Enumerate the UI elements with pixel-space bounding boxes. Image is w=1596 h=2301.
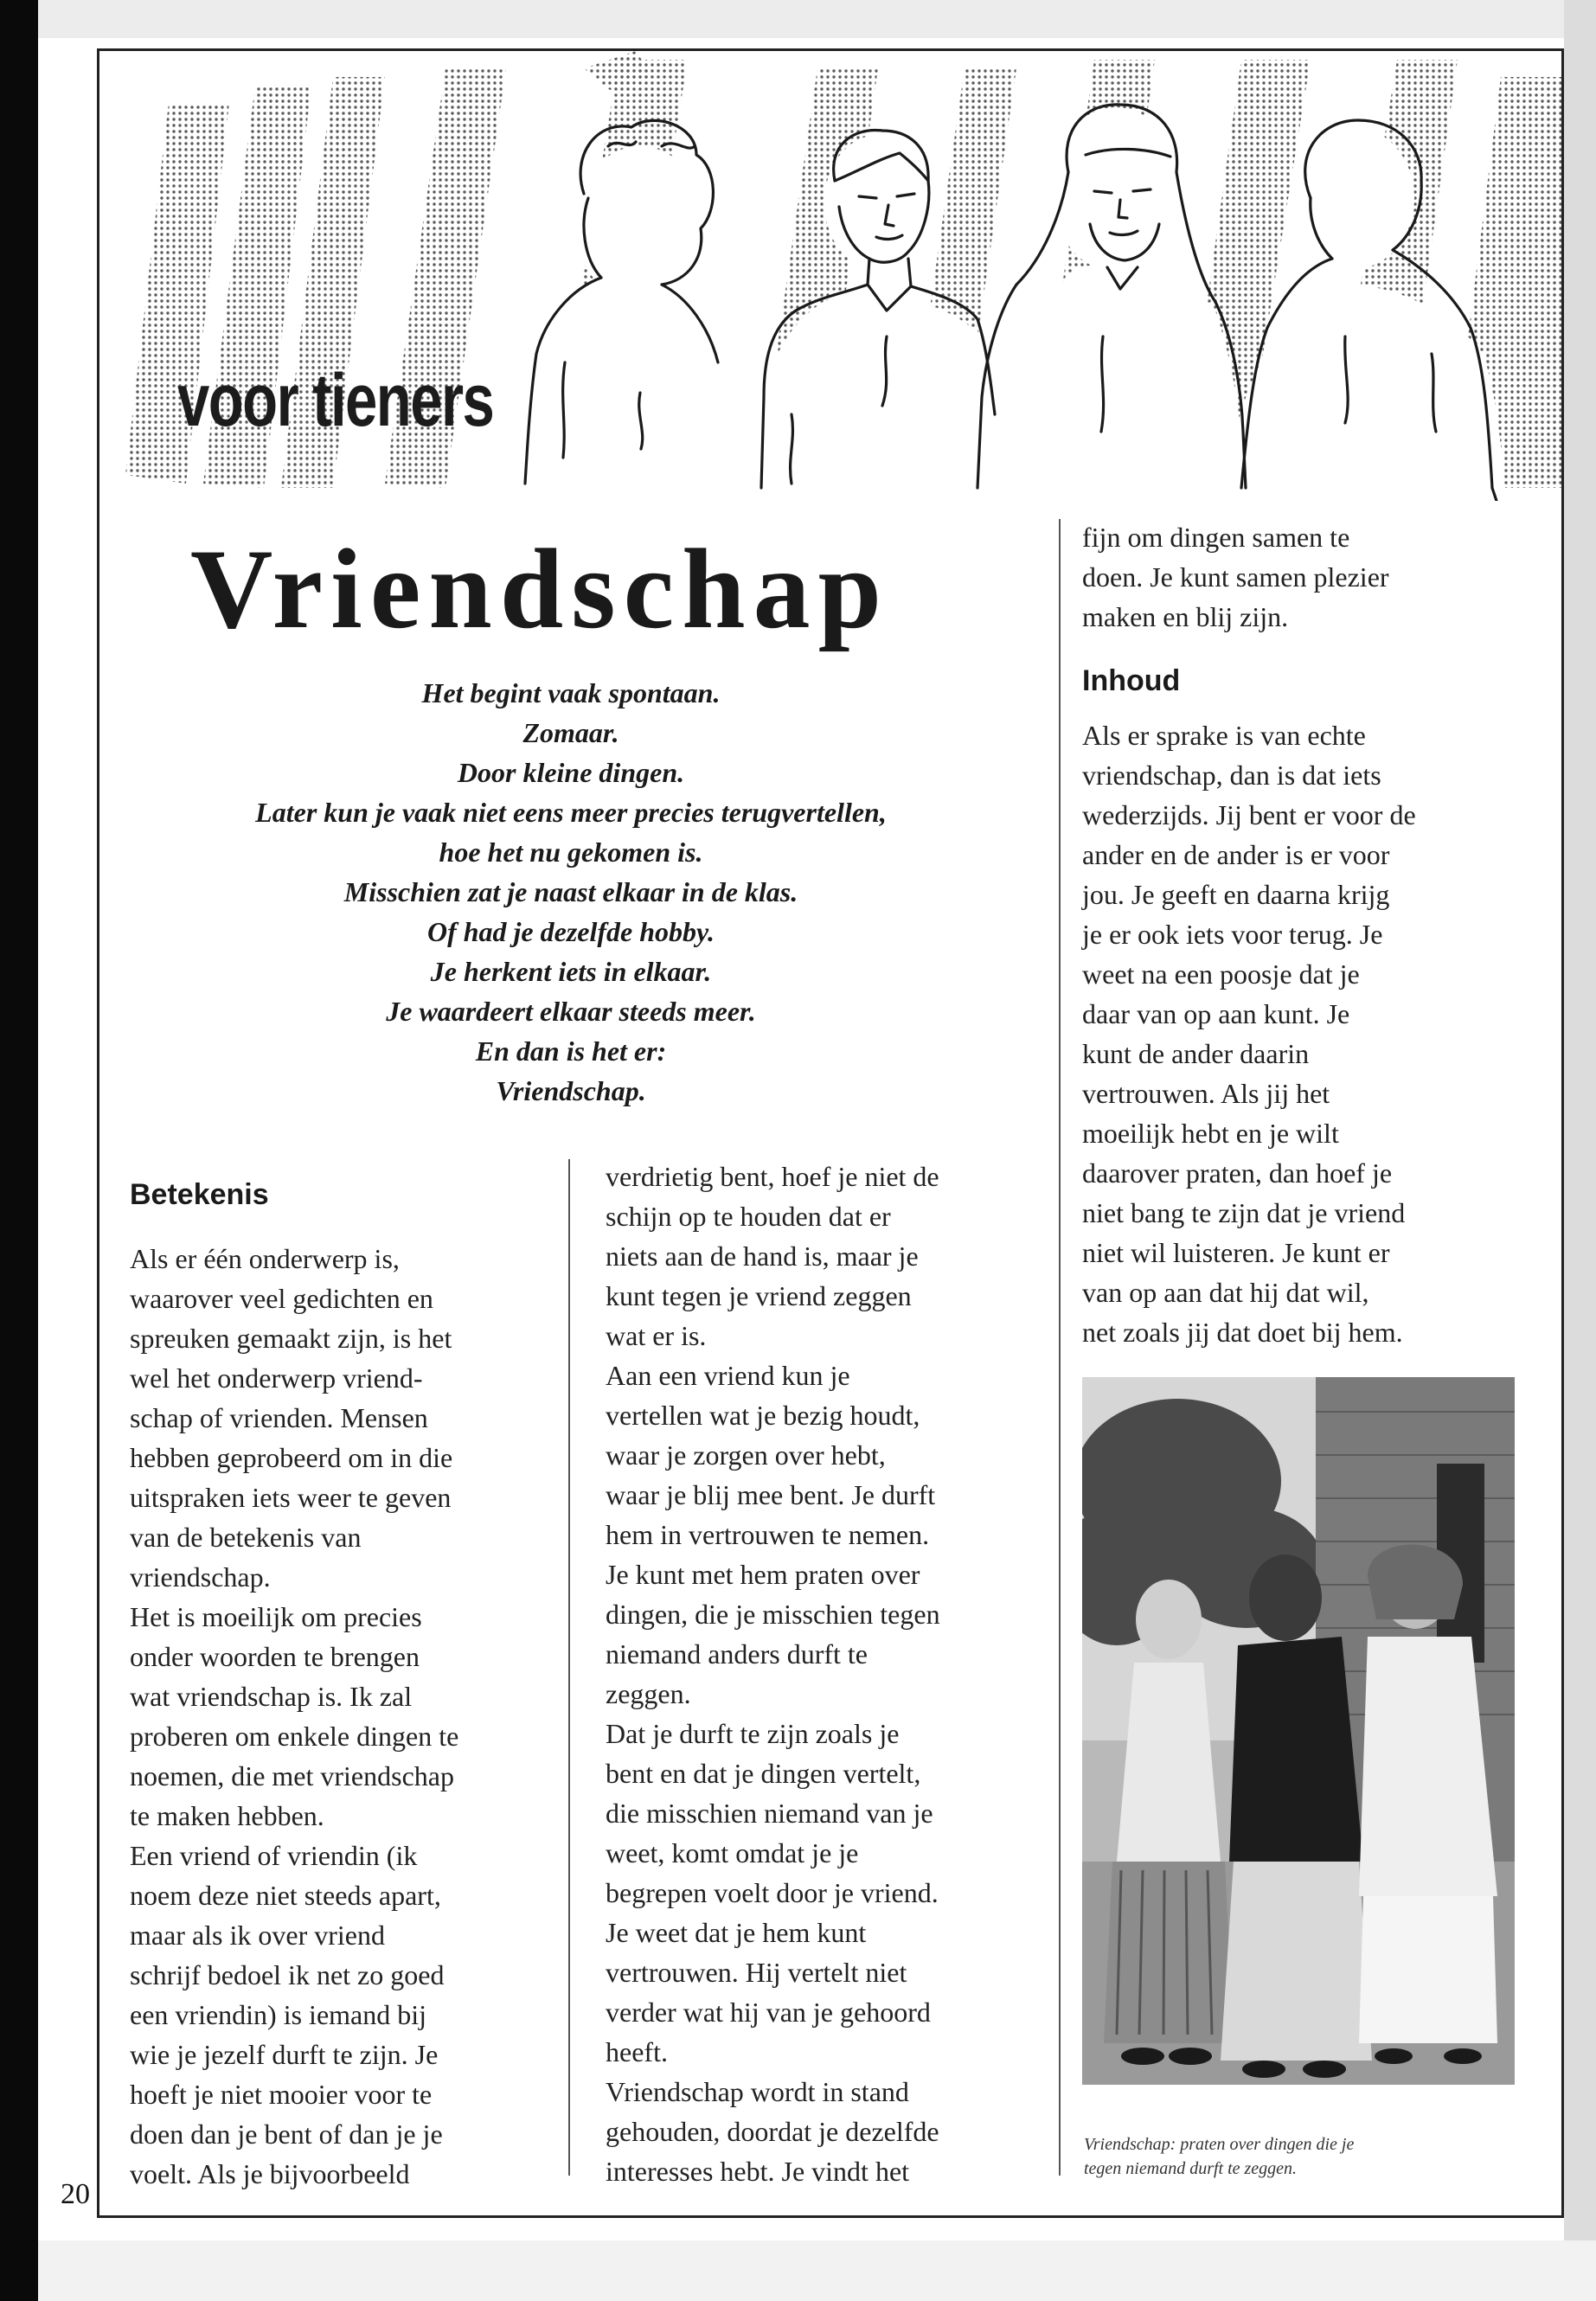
text-line: verder wat hij van je gehoord — [606, 1997, 931, 2028]
text-line: onder woorden te brengen — [130, 1641, 420, 1672]
text-line: daarover praten, dan hoef je — [1082, 1157, 1393, 1189]
text-line: waar je blij mee bent. Je durft — [606, 1479, 936, 1510]
text-line: doen dan je bent of dan je je — [130, 2118, 443, 2150]
intro-line: Het begint vaak spontaan. — [421, 677, 721, 708]
text-line: maken en blij zijn. — [1082, 601, 1289, 632]
text-line: vriendschap. — [130, 1561, 271, 1593]
intro-line: Vriendschap. — [496, 1075, 646, 1106]
text-line: Als er sprake is van echte — [1082, 720, 1366, 751]
column-divider-left — [568, 1159, 570, 2176]
heading-betekenis: Betekenis — [130, 1178, 269, 1211]
text-line: waarover veel gedichten en — [130, 1283, 433, 1314]
text-line: Dat je durft te zijn zoals je — [606, 1718, 900, 1749]
text-line: waar je zorgen over hebt, — [606, 1439, 886, 1471]
text-line: weet, komt omdat je je — [606, 1837, 859, 1868]
text-line: zeggen. — [606, 1678, 691, 1709]
text-line: net zoals jij dat doet bij hem. — [1082, 1317, 1403, 1348]
text-line: Een vriend of vriendin (ik — [130, 1840, 418, 1871]
text-line: doen. Je kunt samen plezier — [1082, 561, 1389, 593]
text-line: hem in vertrouwen te nemen. — [606, 1519, 930, 1550]
column-1-text — [130, 1239, 458, 2194]
text-line: Aan een vriend kun je — [606, 1360, 850, 1391]
column-3-text — [1082, 715, 1416, 1352]
text-line: schrijf bedoel ik net zo goed — [130, 1959, 445, 1990]
heading-inhoud: Inhoud — [1082, 664, 1181, 697]
intro-line: Misschien zat je naast elkaar in de klas. — [343, 876, 798, 907]
text-line: een vriendin) is iemand bij — [130, 1999, 427, 2030]
intro-line: Door kleine dingen. — [457, 757, 685, 788]
text-line: vertellen wat je bezig houdt, — [606, 1400, 920, 1431]
text-line: niemand anders durft te — [606, 1638, 868, 1670]
text-line: schap of vrienden. Mensen — [130, 1402, 428, 1433]
text-line: vertrouwen. Als jij het — [1082, 1078, 1330, 1109]
text-line: vriendschap, dan is dat iets — [1082, 760, 1381, 791]
intro-line: Je waardeert elkaar steeds meer. — [386, 996, 756, 1027]
text-line: gehouden, doordat je dezelfde — [606, 2116, 939, 2147]
text-line: maar als ik over vriend — [130, 1920, 385, 1951]
text-line: ander en de ander is er voor — [1082, 839, 1390, 870]
text-line: Het is moeilijk om precies — [130, 1601, 422, 1632]
text-line: heeft. — [606, 2036, 668, 2067]
intro-line: En dan is het er: — [475, 1035, 667, 1067]
intro-line: Later kun je vaak niet eens meer precies terugvertellen, — [255, 797, 887, 828]
caption-line: Vriendschap: praten over dingen die je — [1084, 2135, 1355, 2154]
text-line: moeilijk hebt en je wilt — [1082, 1118, 1339, 1149]
text-line: wederzijds. Jij bent er voor de — [1082, 799, 1416, 830]
text-line: niet bang te zijn dat je vriend — [1082, 1197, 1406, 1228]
text-line: van de betekenis van — [130, 1522, 362, 1553]
intro-line: hoe het nu gekomen is. — [439, 836, 703, 868]
text-line: spreuken gemaakt zijn, is het — [130, 1323, 452, 1354]
scan-border-top — [0, 0, 1596, 38]
text-line: begrepen voelt door je vriend. — [606, 1877, 939, 1908]
text-line: weet na een poosje dat je — [1082, 958, 1360, 990]
text-line: kunt tegen je vriend zeggen — [606, 1280, 912, 1311]
text-line: kunt de ander daarin — [1082, 1038, 1310, 1069]
text-line: vertrouwen. Hij vertelt niet — [606, 1957, 907, 1988]
caption-line: tegen niemand durft te zeggen. — [1084, 2159, 1298, 2178]
text-line: daar van op aan kunt. Je — [1082, 998, 1350, 1029]
text-line: hoeft je niet mooier voor te — [130, 2079, 433, 2110]
text-line: wat er is. — [606, 1320, 707, 1351]
text-line: proberen om enkele dingen te — [130, 1721, 459, 1752]
text-line: hebben geprobeerd om in die — [130, 1442, 453, 1473]
book-spine — [0, 0, 38, 2301]
text-line: wat vriendschap is. Ik zal — [130, 1681, 413, 1712]
scan-border-right — [1564, 0, 1596, 2301]
column-2-text — [606, 1157, 940, 2191]
text-line: bent en dat je dingen vertelt, — [606, 1758, 921, 1789]
friends-photo — [1082, 1377, 1515, 2085]
text-line: fijn om dingen samen te — [1082, 522, 1350, 553]
text-line: noem deze niet steeds apart, — [130, 1880, 441, 1911]
text-line: te maken hebben. — [130, 1800, 324, 1831]
intro-line: Of had je dezelfde hobby. — [426, 916, 715, 947]
text-line: die misschien niemand van je — [606, 1798, 933, 1829]
intro-line: Je herkent iets in elkaar. — [430, 956, 712, 987]
text-line: Als er één onderwerp is, — [130, 1243, 400, 1274]
text-line: niet wil luisteren. Je kunt er — [1082, 1237, 1390, 1268]
text-line: verdrietig bent, hoef je niet de — [606, 1161, 939, 1192]
intro-line: Zomaar. — [522, 717, 619, 748]
page-title: Vriendschap — [190, 525, 889, 652]
scan-border-bottom — [0, 2240, 1596, 2301]
text-line: uitspraken iets weer te geven — [130, 1482, 452, 1513]
text-line: Je kunt met hem praten over — [606, 1559, 920, 1590]
text-line: wel het onderwerp vriend- — [130, 1362, 423, 1394]
text-line: dingen, die je misschien tegen — [606, 1599, 940, 1630]
text-line: jou. Je geeft en daarna krijg — [1082, 879, 1390, 910]
text-line: voelt. Als je bijvoorbeeld — [130, 2158, 410, 2189]
text-line: noemen, die met vriendschap — [130, 1760, 454, 1791]
text-line: interesses hebt. Je vindt het — [606, 2156, 910, 2187]
column-3-top-text — [1082, 517, 1389, 637]
text-line: niets aan de hand is, maar je — [606, 1240, 919, 1272]
text-line: Je weet dat je hem kunt — [606, 1917, 867, 1948]
page-number: 20 — [61, 2178, 90, 2210]
intro-poem — [182, 673, 960, 1111]
column-divider-right — [1059, 519, 1061, 2176]
text-line: je er ook iets voor terug. Je — [1082, 919, 1383, 950]
section-kicker: voor tieners — [177, 359, 494, 442]
photo-caption — [1084, 2132, 1516, 2181]
text-line: schijn op te houden dat er — [606, 1201, 891, 1232]
text-line: Vriendschap wordt in stand — [606, 2076, 909, 2107]
text-line: wie je jezelf durft te zijn. Je — [130, 2039, 439, 2070]
text-line: van op aan dat hij dat wil, — [1082, 1277, 1369, 1308]
